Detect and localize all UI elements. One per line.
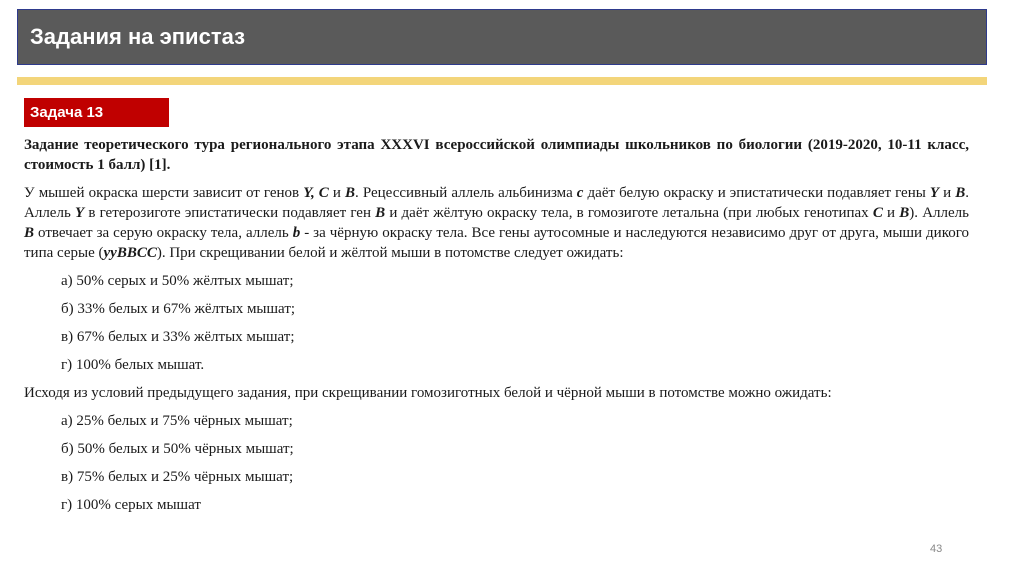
title-bar <box>17 9 987 65</box>
intro-text: - за чёрную окраску тела. Все гены аутосомные и наследуются независимо друг от друга, мыши дикого типа серые ( <box>24 225 969 261</box>
task-badge: Задача 13 <box>24 98 169 127</box>
intro-text: У мышей окраска шерсти зависит от генов <box>24 185 304 201</box>
gene-symbol: B <box>899 205 910 221</box>
answer-option: в) 67% белых и 33% жёлтых мышат; <box>61 329 295 345</box>
gene-symbol: C <box>872 205 883 221</box>
answer-option: г) 100% белых мышат. <box>61 357 205 373</box>
intro-text: . Рецессивный аллель альбинизма <box>355 185 577 201</box>
gene-symbol: Y <box>929 185 940 201</box>
answer-option: б) 33% белых и 67% жёлтых мышат; <box>61 301 296 317</box>
intro-text: ). Аллель <box>909 205 969 221</box>
task-heading: Задание теоретического тура регионального этапа XXXVI всероссийской олимпиады школьников по биологии (2019-2020, 10-11 класс, стоимость 1 балл) [1]. <box>24 137 969 173</box>
intro-text: . Аллель <box>24 185 969 221</box>
gene-symbol: c <box>576 185 584 201</box>
task-content <box>24 135 969 523</box>
follow-up-question: Исходя из условий предыдущего задания, при скрещивании гомозиготных белой и чёрной мыши в потомстве можно ожидать: <box>24 385 832 401</box>
accent-divider <box>17 77 987 85</box>
intro-text: в гетерозиготе эпистатически подавляет ген <box>84 205 376 221</box>
gene-symbol: B <box>955 185 966 201</box>
intro-text: и <box>882 205 900 221</box>
gene-symbol: B <box>24 225 35 241</box>
intro-text: даёт белую окраску и эпистатически подавляет гены <box>583 185 930 201</box>
intro-text: ). При скрещивании белой и жёлтой мыши в потомстве следует ожидать: <box>156 245 624 261</box>
intro-text: и даёт жёлтую окраску тела, в гомозиготе летальна (при любых генотипах <box>385 205 873 221</box>
page-number: 43 <box>930 543 943 555</box>
answer-option: в) 75% белых и 25% чёрных мышат; <box>61 469 294 485</box>
gene-symbol: b <box>292 225 301 241</box>
gene-symbol: B <box>345 185 356 201</box>
answer-option: б) 50% белых и 50% чёрных мышат; <box>61 441 294 457</box>
gene-symbol: B <box>375 205 386 221</box>
genotype-symbol: yyBBCC <box>103 245 157 261</box>
gene-symbol: Y, C <box>303 185 329 201</box>
gene-symbol: Y <box>74 205 85 221</box>
intro-text: и <box>939 185 956 201</box>
page-title: Задания на эпистаз <box>30 24 246 49</box>
intro-text: отвечает за серую окраску тела, аллель <box>34 225 293 241</box>
task-intro <box>24 183 969 263</box>
answer-option: г) 100% серых мышат <box>61 497 201 513</box>
answer-option: а) 25% белых и 75% чёрных мышат; <box>61 413 293 429</box>
intro-text: и <box>328 185 345 201</box>
answer-option: а) 50% серых и 50% жёлтых мышат; <box>61 273 294 289</box>
